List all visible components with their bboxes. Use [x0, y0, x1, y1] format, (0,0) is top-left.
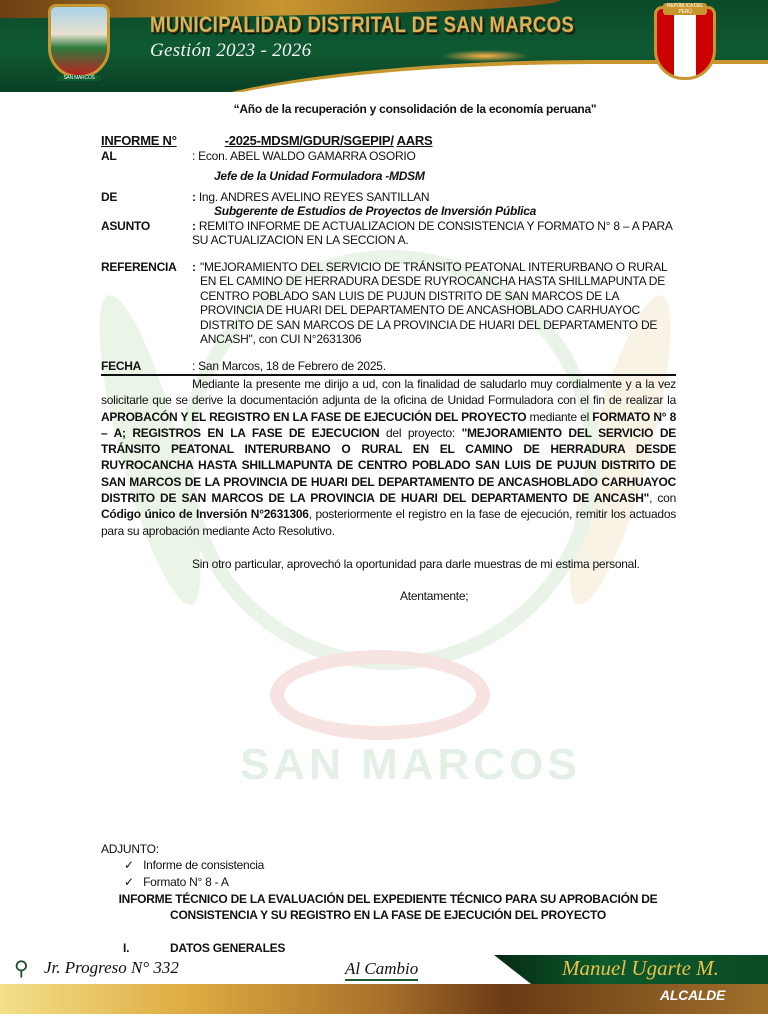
date-value: : San Marcos, 18 de Febrero de 2025. — [192, 358, 386, 373]
text: , con — [649, 491, 677, 506]
closing-paragraph: Sin otro particular, aprovechó la oportunidad para darle muestras de mi estima personal. — [192, 556, 640, 571]
coat-of-arms-label: REPÚBLICA DEL PERÚ — [663, 3, 707, 15]
footer-slogan: Al Cambio — [345, 959, 418, 981]
text: "MEJORAMIENTO DEL SERVICIO DE TRÁNSITO PEATONAL INTERURBANO O RURAL EN EL CAMINO DE HERRADURA DESDE RUYROCANCHA HASTA SHILLMAPUNTA DE CENTRO POBLADO SAN LUIS DE PUJUN DISTRITO DE SAN MARCOS DE LA PROVINCIA DE HUARI DEL DEPARTAMENTO DE ANCASHOBLADO CARHUAYOC DISTRITO DE SAN MARCOS DE LA PROVINCIA DE HUARI DEL DEPARTAMENTO DE ANCASH" — [101, 425, 676, 506]
text: , posteriormente el registro en la fase de ejecución, remitir los actuados para su aprobación mediante Acto Resolutivo. — [101, 507, 676, 538]
text: mediante el — [526, 409, 593, 424]
text: FORMATO N° 8 – A; REGISTROS EN LA FASE DE EJECUCION — [101, 409, 677, 440]
crest-label: SAN MARCOS — [57, 75, 101, 81]
location-pin-icon: ⚲ — [14, 958, 29, 980]
body-paragraph — [101, 376, 676, 539]
watermark-text: SAN MARCOS — [240, 740, 581, 789]
section-number: I. — [123, 941, 130, 955]
subject-label: ASUNTO — [101, 218, 150, 233]
date-label: FECHA — [101, 358, 142, 373]
to-value: : Econ. ABEL WALDO GAMARRA OSORIO — [192, 148, 416, 163]
from-label: DE — [101, 189, 118, 204]
footer-address: Jr. Progreso N° 332 — [44, 958, 179, 977]
footer-gold-bar — [0, 984, 768, 1014]
text: Código único de Inversión N°2631306 — [101, 507, 309, 522]
report-title: INFORME TÉCNICO DE LA EVALUACIÓN DEL EXPEDIENTE TÉCNICO PARA SU APROBACIÓN DE CONSISTENCIA Y SU REGISTRO EN LA FASE DE EJECUCIÓN DEL PROYECTO — [118, 892, 658, 922]
attachment-item — [124, 875, 229, 889]
check-icon: ✓ — [124, 858, 134, 872]
check-icon: ✓ — [124, 875, 134, 889]
section-title: DATOS GENERALES — [170, 941, 286, 955]
to-role: Jefe de la Unidad Formuladora -MDSM — [214, 169, 425, 183]
mayor-title: ALCALDE — [660, 987, 726, 1003]
letterhead-banner — [0, 0, 768, 92]
reference-label: REFERENCIA — [101, 259, 177, 274]
peru-coat-of-arms-logo — [654, 3, 716, 80]
text: Mediante la presente me dirijo a ud, con la finalidad de saludarlo muy cordialmente y a la vez solicitarle que se derive la documentación adjunta de la oficina de Unidad Formuladora con el fin de realizar la — [101, 377, 676, 408]
sign-off: Atentamente; — [400, 589, 469, 604]
attachment-label: Informe de consistencia — [143, 858, 265, 872]
from-value: Ing. ANDRES AVELINO REYES SANTILLAN — [198, 189, 430, 204]
report-label: INFORME N° — [101, 133, 177, 148]
to-label: AL — [101, 148, 117, 163]
administration-period: Gestión 2023 - 2026 — [150, 40, 312, 61]
municipal-crest-logo — [48, 4, 110, 81]
municipality-title: MUNICIPALIDAD DISTRITAL DE SAN MARCOS — [150, 12, 575, 37]
report-initials: AARS — [396, 133, 433, 148]
attachment-label: Formato N° 8 - A — [143, 875, 229, 889]
from-role: Subgerente de Estudios de Proyectos de Inversión Pública — [214, 204, 537, 218]
text: del proyecto: — [379, 425, 462, 440]
year-motto: “Año de la recuperación y consolidación de la economía peruana" — [233, 102, 597, 116]
memo-block: INFORME N° -2025-MDSM/GDUR/SGEPIP/ AARS AL : Econ. ABEL WALDO GAMARRA OSORIO Jefe de la Unidad Formuladora -MDSM DE : Ing. ANDRES AVELINO REYES SANTILLAN Subgerente de Estudios de Proyectos de Inversión Pública ASUNTO : REMITO INFORME DE ACTUALIZACION DE CONSISTENCIA Y FORMATO N° 8 – A PARA SU ACTUALIZACION EN LA SECCION A. REFERENCIA : "MEJORAMIENTO DEL SERVICIO DE TRÁNSITO PEATONAL INTERURBANO O RURAL EN EL CAMINO DE HERRADURA DESDE RUYROCANCHA HASTA SHILLMAPUNTA DE CENTRO POBLADO SAN LUIS DE PUJUN DISTRITO DE SAN MARCOS DE LA PROVINCIA DE HUARI DEL DEPARTAMENTO DE ANCASHOBLADO CARHUAYOC DISTRITO DE SAN MARCOS DE LA PROVINCIA DE HUARI DEL DEPARTAMENTO DE ANCASH", con CUI N°2631306 FECHA : San Marcos, 18 de Febrero de 2025. Mediante la presente me dirijo a ud, con la finalidad de saludarlo muy cordialmente y a la vez solicitarle que se derive la documentación adjunta de la oficina de Unidad Formuladora con el fin de realizar la APROBACÓN Y EL REGISTRO EN LA FASE DE EJECUCIÓN DEL PROYECTO mediante el FORMATO N° 8 – A; REGISTROS EN LA FASE DE EJECUCION del proyecto: "MEJORAMIENTO DEL SERVICIO DE TRÁNSITO PEATONAL INTERURBANO O RURAL EN EL CAMINO DE HERRADURA DESDE RUYROCANCHA HASTA SHILLMAPUNTA DE CENTRO POBLADO SAN LUIS DE PUJUN DISTRITO DE SAN MARCOS DE LA PROVINCIA DE HUARI DEL DEPARTAMENTO DE ANCASHOBLADO CARHUAYOC DISTRITO DE SAN MARCOS DE LA PROVINCIA DE HUARI DEL DEPARTAMENTO DE ANCASH", con Código único de Inversión N°2631306, posteriormente el registro en la fase de ejecución, remitir los actuados para su aprobación mediante Acto Resolutivo. Sin otro particular, aprovechó la oportunidad para darle muestras de mi estima personal. Atentamente; — [101, 133, 677, 604]
text: APROBACÓN Y EL REGISTRO EN LA FASE DE EJECUCIÓN DEL PROYECTO — [101, 409, 527, 424]
attachment-item — [124, 858, 264, 872]
report-code: -2025-MDSM/GDUR/SGEPIP/ — [224, 133, 394, 148]
subject-value: REMITO INFORME DE ACTUALIZACION DE CONSISTENCIA Y FORMATO N° 8 – A PARA SU ACTUALIZACION EN LA SECCION A. — [192, 218, 672, 247]
attachments-label: ADJUNTO: — [101, 842, 159, 856]
reference-value: "MEJORAMIENTO DEL SERVICIO DE TRÁNSITO PEATONAL INTERURBANO O RURAL EN EL CAMINO DE HERRADURA DESDE RUYROCANCHA HASTA SHILLMAPUNTA DE CENTRO POBLADO SAN LUIS DE PUJUN DISTRITO DE SAN MARCOS DE LA PROVINCIA DE HUARI DEL DEPARTAMENTO DE ANCASHOBLADO CARHUAYOC DISTRITO DE SAN MARCOS DE LA PROVINCIA DE HUARI DEL DEPARTAMENTO DE ANCASH", con CUI N°2631306 — [200, 259, 667, 346]
mayor-signature: Manuel Ugarte M. — [562, 956, 719, 980]
report-number — [101, 134, 676, 149]
